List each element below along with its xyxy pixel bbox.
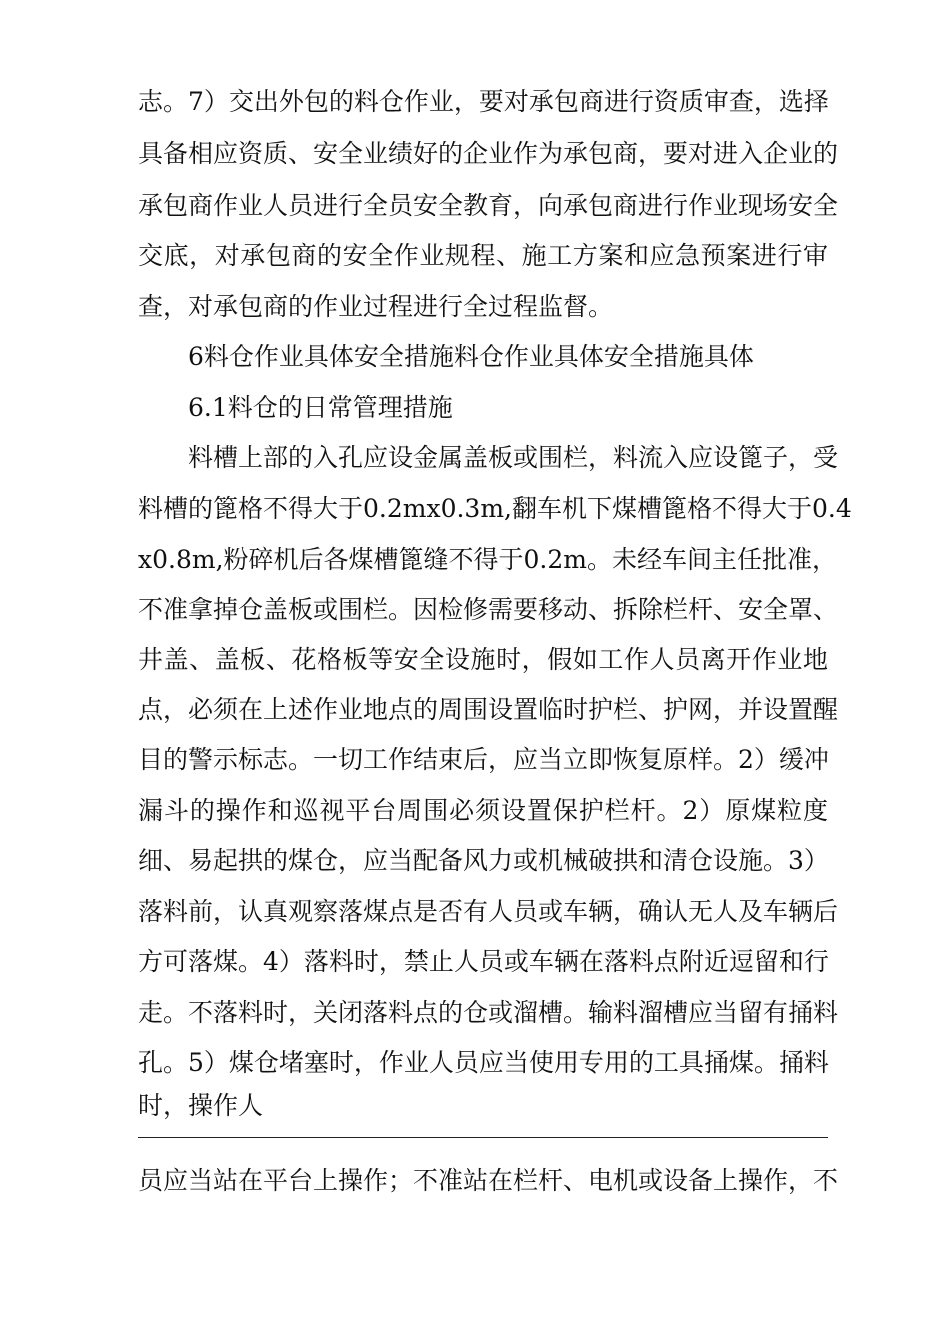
page-divider: [138, 1137, 828, 1138]
text-line-2: 具备相应资质、安全业绩好的企业作为承包商，要对进入企业的: [138, 139, 839, 168]
text-line-11: 不准拿掉仓盖板或围栏。因检修需要移动、拆除栏杆、安全罩、: [138, 595, 839, 624]
text-line-22: 员应当站在平台上操作；不准站在栏杆、电机或设备上操作，不: [138, 1166, 839, 1195]
text-line-20: 孔。5）煤仓堵塞时，作业人员应当使用专用的工具捅煤。捅料: [138, 1048, 829, 1077]
text-line-3: 承包商作业人员进行全员安全教育，向承包商进行作业现场安全: [138, 191, 839, 220]
text-line-5: 查，对承包商的作业过程进行全过程监督。: [138, 292, 614, 321]
text-line-9: 料槽的篦格不得大于0.2mx0.3m,翻车机下煤槽篦格不得大于0.4: [138, 494, 852, 523]
text-line-21: 时，操作人: [138, 1091, 264, 1120]
text-line-19: 走。不落料时，关闭落料点的仓或溜槽。输料溜槽应当留有捅料: [138, 998, 839, 1027]
text-line-14: 目的警示标志。一切工作结束后，应当立即恢复原样。2）缓冲: [138, 745, 829, 774]
section-heading: 6料仓作业具体安全措施料仓作业具体安全措施具体: [188, 342, 754, 371]
text-line-15: 漏斗的操作和巡视平台周围必须设置保护栏杆。2）原煤粒度: [138, 796, 828, 825]
text-line-16: 细、易起拱的煤仓，应当配备风力或机械破拱和清仓设施。3）: [138, 846, 829, 875]
text-line-1: 志。7）交出外包的料仓作业，要对承包商进行资质审查，选择: [138, 87, 829, 116]
text-line-13: 点，必须在上述作业地点的周围设置临时护栏、护网，并设置醒: [138, 695, 839, 724]
subsection-heading: 6.1料仓的日常管理措施: [188, 393, 453, 422]
text-line-8: 料槽上部的入孔应设金属盖板或围栏，料流入应设篦子，受: [188, 443, 839, 472]
text-line-10: x0.8m,粉碎机后各煤槽篦缝不得于0.2m。未经车间主任批准，: [138, 545, 837, 574]
text-line-18: 方可落煤。4）落料时，禁止人员或车辆在落料点附近逗留和行: [138, 947, 829, 976]
text-line-12: 井盖、盖板、花格板等安全设施时，假如工作人员离开作业地: [138, 645, 828, 674]
text-line-17: 落料前，认真观察落煤点是否有人员或车辆，确认无人及车辆后: [138, 897, 839, 926]
text-line-4: 交底，对承包商的安全作业规程、施工方案和应急预案进行审: [138, 241, 828, 270]
